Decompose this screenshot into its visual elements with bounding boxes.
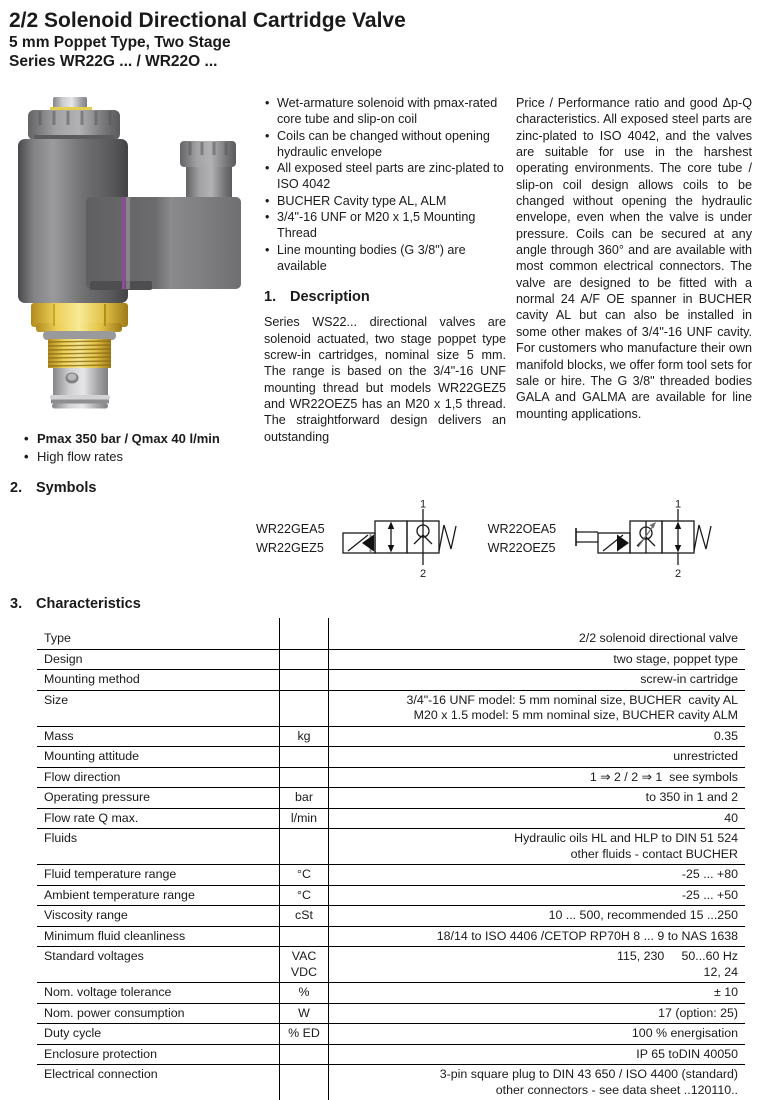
row-label: Nom. voltage tolerance [37,983,280,1004]
feature-item: • Wet-armature solenoid with pmax-rated core tube and slip-on coil [264,95,506,128]
row-unit [280,947,329,983]
unit-line: W [287,1006,321,1022]
unit-line: °C [287,867,321,883]
series-subtitle: Series WR22G ... / WR22O ... [9,52,764,71]
row-value [329,767,746,788]
model-label: WR22GEA5 [256,520,325,539]
table-row [37,808,745,829]
row-value [329,829,746,865]
row-value [329,788,746,809]
table-row [37,788,745,809]
row-value [329,690,746,726]
caption-flow: • High flow rates [24,448,254,466]
value-line: other fluids - contact BUCHER [336,847,738,863]
row-value [329,670,746,691]
value-line: 115, 230 50...60 Hz [336,949,738,965]
row-unit [280,983,329,1004]
value-line: unrestricted [336,749,738,765]
value-line: 12, 24 [336,965,738,981]
unit-line: VAC [287,949,321,965]
description-text-continued: Price / Performance ratio and good Δp-Q characteristics. All exposed steel parts are zinc-plated to ISO 4042, and the valves are suitable for use in the harshest operating environments. The core tube / slip-on coil design allows coils to be changed without opening the hydraulic envelope, even when the valve is under pressure. Coils can be secured at any angle through 360° and are available with most common electrical connectors. The valve are designed to be fitted with a normal 24 A/F OE spanner in BUCHER cavity AL but can also be installed in some other makes of 3/4"-16 UNF cavity. For customers who manufacture their own manifold blocks, we offer form tool sets for sale or hire. The G 3/8" threaded bodies GALA and GALMA are available for line mounting applications. [516,95,752,422]
hydraulic-symbol-wr22g [341,499,466,579]
row-label: Mounting method [37,670,280,691]
characteristics-number: 3. [10,596,36,612]
description-number: 1. [264,289,290,305]
unit-line: kg [287,729,321,745]
row-label: Duty cycle [37,1024,280,1045]
unit-line: VDC [287,965,321,981]
value-line: screw-in cartridge [336,672,738,688]
table-row [37,1044,745,1065]
feature-item: • All exposed steel parts are zinc-plated to ISO 4042 [264,160,506,193]
row-unit [280,926,329,947]
row-unit [280,808,329,829]
feature-item: • Line mounting bodies (G 3/8") are available [264,242,506,275]
table-row [37,885,745,906]
unit-line: cSt [287,908,321,924]
symbols-section [10,480,764,580]
row-unit [280,767,329,788]
value-line: two stage, poppet type [336,652,738,668]
intro-section [10,95,764,466]
table-row [37,947,745,983]
value-line: -25 ... +80 [336,867,738,883]
row-unit [280,629,329,649]
row-unit [280,747,329,768]
value-line: M20 x 1.5 model: 5 mm nominal size, BUCHER cavity ALM [336,708,738,724]
row-label: Fluids [37,829,280,865]
table-row [37,1003,745,1024]
row-value [329,1065,746,1100]
row-label: Nom. power consumption [37,1003,280,1024]
row-unit [280,1065,329,1100]
unit-line: % [287,985,321,1001]
row-label: Design [37,649,280,670]
row-label: Operating pressure [37,788,280,809]
description-heading [264,289,506,305]
row-label: Flow direction [37,767,280,788]
value-line: IP 65 toDIN 40050 [336,1047,738,1063]
unit-line: % ED [287,1026,321,1042]
row-value [329,885,746,906]
row-label: Electrical connection [37,1065,280,1100]
table-row [37,649,745,670]
value-line: 0.35 [336,729,738,745]
table-row [37,670,745,691]
row-unit [280,885,329,906]
hydraulic-symbol-wr22o [572,499,724,579]
value-line: ± 10 [336,985,738,1001]
description-text: Series WS22... directional valves are solenoid actuated, two stage poppet type screw-in cartridges, nominal size 5 mm. The range is based on the 3/4"-16 UNF mounting thread but models WR22GEZ5 and WR22OEZ5 has an M20 x 1,5 thread. The straightforward design delivers an outstanding [264,314,506,445]
photo-captions [24,430,254,466]
feature-item: • 3/4"-16 UNF or M20 x 1,5 Mounting Thread [264,209,506,242]
value-line: 1 ⇒ 2 / 2 ⇒ 1 see symbols [336,770,738,786]
symbols-title: Symbols [36,480,96,496]
row-value [329,649,746,670]
caption-pmax: • Pmax 350 bar / Qmax 40 l/min [24,430,254,448]
value-line: 10 ... 500, recommended 15 ...250 [336,908,738,924]
model-label: WR22OEA5 [488,520,557,539]
row-unit [280,1044,329,1065]
port-label-2: 2 [675,568,681,579]
row-value [329,926,746,947]
page-header [9,8,764,71]
row-label: Flow rate Q max. [37,808,280,829]
features-column [254,95,506,466]
row-unit [280,1003,329,1024]
value-line: 40 [336,811,738,827]
row-label: Standard voltages [37,947,280,983]
table-row [37,829,745,865]
feature-item: • Coils can be changed without opening hydraulic envelope [264,128,506,161]
row-value [329,726,746,747]
port-label-1: 1 [420,499,426,511]
value-line: 2/2 solenoid directional valve [336,631,738,647]
row-label: Enclosure protection [37,1044,280,1065]
table-top-spacer [37,618,745,629]
spacer-cell [37,618,280,629]
characteristics-table [37,618,745,1100]
row-unit [280,649,329,670]
row-unit [280,726,329,747]
page-title: 2/2 Solenoid Directional Cartridge Valve [9,8,764,33]
value-line: Hydraulic oils HL and HLP to DIN 51 524 [336,831,738,847]
features-list [264,95,506,274]
row-unit [280,788,329,809]
value-line: 3-pin square plug to DIN 43 650 / ISO 4400 (standard) [336,1067,738,1083]
characteristics-section [10,596,764,1100]
table-row [37,926,745,947]
unit-line: l/min [287,811,321,827]
row-label: Viscosity range [37,906,280,927]
table-row [37,726,745,747]
table-row [37,747,745,768]
row-label: Fluid temperature range [37,865,280,886]
page-subtitle: 5 mm Poppet Type, Two Stage [9,33,764,52]
value-line: 18/14 to ISO 4406 /CETOP RP70H 8 ... 9 to NAS 1638 [336,929,738,945]
table-row [37,629,745,649]
value-line: 100 % energisation [336,1026,738,1042]
value-line: other connectors - see data sheet ..120110.. [336,1083,738,1099]
description-column-2 [506,95,752,466]
row-value [329,808,746,829]
row-value [329,983,746,1004]
symbol-models-right [488,520,557,558]
row-value [329,1044,746,1065]
row-value [329,1024,746,1045]
value-line: to 350 in 1 and 2 [336,790,738,806]
value-line: 17 (option: 25) [336,1006,738,1022]
spacer-cell [329,618,746,629]
row-value [329,947,746,983]
table-row [37,865,745,886]
row-unit [280,829,329,865]
row-label: Size [37,690,280,726]
model-label: WR22GEZ5 [256,539,325,558]
table-row [37,1065,745,1100]
spacer-cell [280,618,329,629]
row-label: Minimum fluid cleanliness [37,926,280,947]
characteristics-title: Characteristics [36,596,141,612]
table-row [37,983,745,1004]
row-value [329,1003,746,1024]
symbol-models-left [256,520,325,558]
row-unit [280,690,329,726]
row-label: Mass [37,726,280,747]
table-row [37,906,745,927]
row-label: Ambient temperature range [37,885,280,906]
port-label-2: 2 [420,568,426,579]
datasheet-page [0,8,764,1085]
row-value [329,906,746,927]
table-row [37,690,745,726]
value-line: -25 ... +50 [336,888,738,904]
valve-product-image [10,95,242,411]
unit-line: bar [287,790,321,806]
model-label: WR22OEZ5 [488,539,557,558]
symbols-number: 2. [10,480,36,496]
row-unit [280,865,329,886]
row-value [329,747,746,768]
row-value [329,865,746,886]
row-label: Type [37,629,280,649]
row-value [329,629,746,649]
table-row [37,1024,745,1045]
row-label: Mounting attitude [37,747,280,768]
row-unit [280,670,329,691]
feature-item: • BUCHER Cavity type AL, ALM [264,193,506,209]
description-title: Description [290,289,370,305]
value-line: 3/4"-16 UNF model: 5 mm nominal size, BUCHER cavity AL [336,693,738,709]
row-unit [280,1024,329,1045]
symbols-row [10,498,764,580]
unit-line: °C [287,888,321,904]
photo-column [10,95,254,466]
row-unit [280,906,329,927]
table-row [37,767,745,788]
symbols-heading [10,480,764,496]
characteristics-heading [10,596,764,612]
port-label-1: 1 [675,499,681,511]
